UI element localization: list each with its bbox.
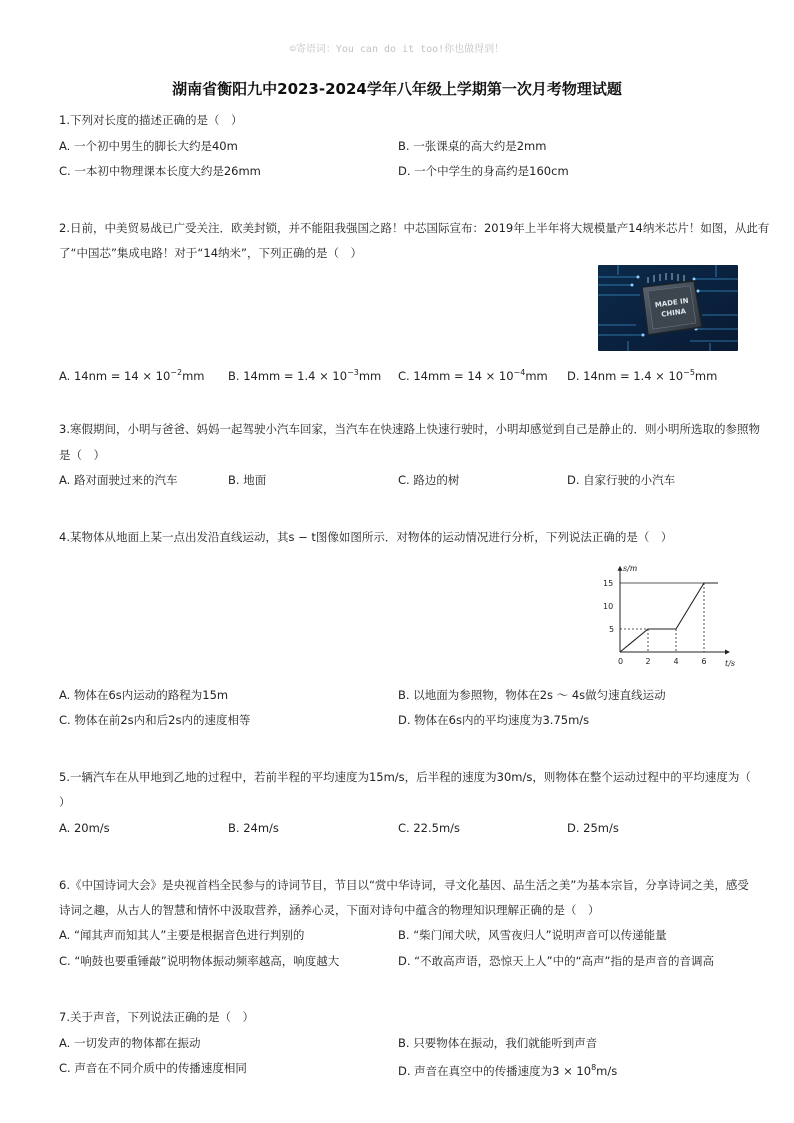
q7-option-d[interactable] [398,1061,617,1078]
q2-option-d[interactable] [567,366,717,383]
q1-option-d[interactable]: D. 一个中学生的身高约是160cm [398,164,569,178]
chip-label-line1: MADE IN [654,296,690,310]
q1-option-a[interactable]: A. 一个初中男生的脚长大约是40m [59,139,238,153]
q6-option-a[interactable]: A. “闻其声而知其人”主要是根据音色进行判别的 [59,928,305,942]
x-tick-label: 6 [701,657,707,666]
q6-stem-line2: 诗词之趣，从古人的智慧和情怀中汲取营养，涵养心灵，下面对诗句中蕴含的物理知识理解正确的是（ ） [59,903,600,917]
y-axis-label: s/m [623,563,638,573]
st-graph [600,548,744,676]
chip-image [598,265,738,351]
q4-option-a[interactable]: A. 物体在6s内运动的路程为15m [59,688,229,702]
x-tick-label: 0 [618,657,624,666]
q5-stem-line1: 5.一辆汽车在从甲地到乙地的过程中，若前半程的平均速度为15m/s，后半程的速度为30m/s，则物体在整个运动过程中的平均速度为（ [59,770,751,784]
q1-stem: 1.下列对长度的描述正确的是（ ） [59,113,243,127]
q1-option-b[interactable]: B. 一张课桌的高大约是2mm [398,139,547,153]
st-series-line [620,583,718,652]
q7-option-b[interactable]: B. 只要物体在振动，我们就能听到声音 [398,1036,598,1050]
q3-option-d[interactable]: D. 自家行驶的小汽车 [567,473,676,487]
q6-option-c[interactable]: C. “响鼓也要重锤敲”说明物体振动频率越高，响度越大 [59,954,340,968]
q5-stem-line2: ） [59,795,71,809]
q2-option-d-unit: mm [694,369,718,383]
y-tick-label: 15 [603,579,614,588]
q2-option-d-exp: −5 [683,368,695,377]
chip-label-line2: CHINA [660,307,687,319]
q3-stem-line2: 是（ ） [59,448,105,462]
q7-stem: 7.关于声音，下列说法正确的是（ ） [59,1010,254,1024]
q2-option-a-unit: mm [182,369,205,383]
st-graph-svg [600,548,744,676]
x-axis-arrow [725,650,730,655]
q2-option-b-exp: −3 [347,368,359,377]
q2-option-a[interactable] [59,366,204,383]
page-title: 湖南省衡阳九中2023-2024学年八年级上学期第一次月考物理试题 [172,80,622,98]
q6-option-d[interactable]: D. “不敢高声语，恐惊天上人”中的“高声”指的是声音的音调高 [398,954,714,968]
q2-option-c[interactable] [398,366,548,383]
q2-option-b[interactable] [228,366,381,383]
q5-option-a[interactable]: A. 20m/s [59,821,110,835]
x-tick-label: 2 [645,657,651,666]
q3-option-b[interactable]: B. 地面 [228,473,267,487]
q2-option-c-unit: mm [525,369,548,383]
watermark: ☺寄语词：You can do it too!你也做得到！ [289,44,505,55]
q2-option-c-exp: −4 [513,368,526,377]
q7-option-c[interactable]: C. 声音在不同介质中的传播速度相同 [59,1061,247,1075]
x-tick-label: 4 [673,657,679,666]
q7-option-d-exp: 8 [591,1063,597,1072]
q6-option-b[interactable]: B. “柴门闻犬吠，风雪夜归人”说明声音可以传递能量 [398,928,667,942]
q5-option-b[interactable]: B. 24m/s [228,821,279,835]
q7-option-d-unit: m/s [596,1064,618,1078]
q4-option-c[interactable]: C. 物体在前2s内和后2s内的速度相等 [59,713,251,727]
q5-option-c[interactable]: C. 22.5m/s [398,821,461,835]
q3-option-a[interactable]: A. 路对面驶过来的汽车 [59,473,178,487]
q2-option-a-exp: −2 [170,368,183,377]
q3-option-c[interactable]: C. 路边的树 [398,473,460,487]
q6-stem-line1: 6.《中国诗词大会》是央视首档全民参与的诗词节目，节目以“赏中华诗词，寻文化基因、品生活之美”为基本宗旨，分享诗词之美，感受 [59,878,749,892]
q2-option-d-text: D. 14nm = 1.4 × 10 [567,369,684,383]
q7-option-d-text: D. 声音在真空中的传播速度为3 × 10 [398,1064,592,1078]
q7-option-a[interactable]: A. 一切发声的物体都在振动 [59,1036,201,1050]
q4-option-b[interactable]: B. 以地面为参照物，物体在2s ～ 4s做匀速直线运动 [398,688,666,702]
y-tick-label: 5 [609,625,615,634]
q2-stem-line1: 2.日前，中美贸易战已广受关注．欧美封锁，并不能阻我强国之路！中芯国际宣布：2019年上半年将大规模量产14纳米芯片！如图，从此有 [59,221,770,235]
q4-option-d[interactable]: D. 物体在6s内的平均速度为3.75m/s [398,713,590,727]
q5-option-d[interactable]: D. 25m/s [567,821,619,835]
q4-stem: 4.某物体从地面上某一点出发沿直线运动，其s − t图像如图所示．对物体的运动情况进行分析，下列说法正确的是（ ） [59,530,673,544]
q2-stem-line2: 了“中国芯”集成电路！对于“14纳米”，下列正确的是（ ） [59,246,362,260]
q2-option-b-text: B. 14mm = 1.4 × 10 [228,369,348,383]
q2-option-c-text: C. 14mm = 14 × 10 [398,369,514,383]
q2-option-a-text: A. 14nm = 14 × 10 [59,369,171,383]
y-tick-label: 10 [603,602,614,611]
chip-illustration [598,265,738,351]
q2-option-b-unit: mm [358,369,382,383]
q3-stem-line1: 3.寒假期间，小明与爸爸、妈妈一起驾驶小汽车回家，当汽车在快速路上快速行驶时，小明却感觉到自己是静止的．则小明所选取的参照物 [59,422,760,436]
q1-option-c[interactable]: C. 一本初中物理课本长度大约是26mm [59,164,261,178]
x-axis-label: t/s [725,659,736,668]
y-axis-arrow [618,566,623,571]
